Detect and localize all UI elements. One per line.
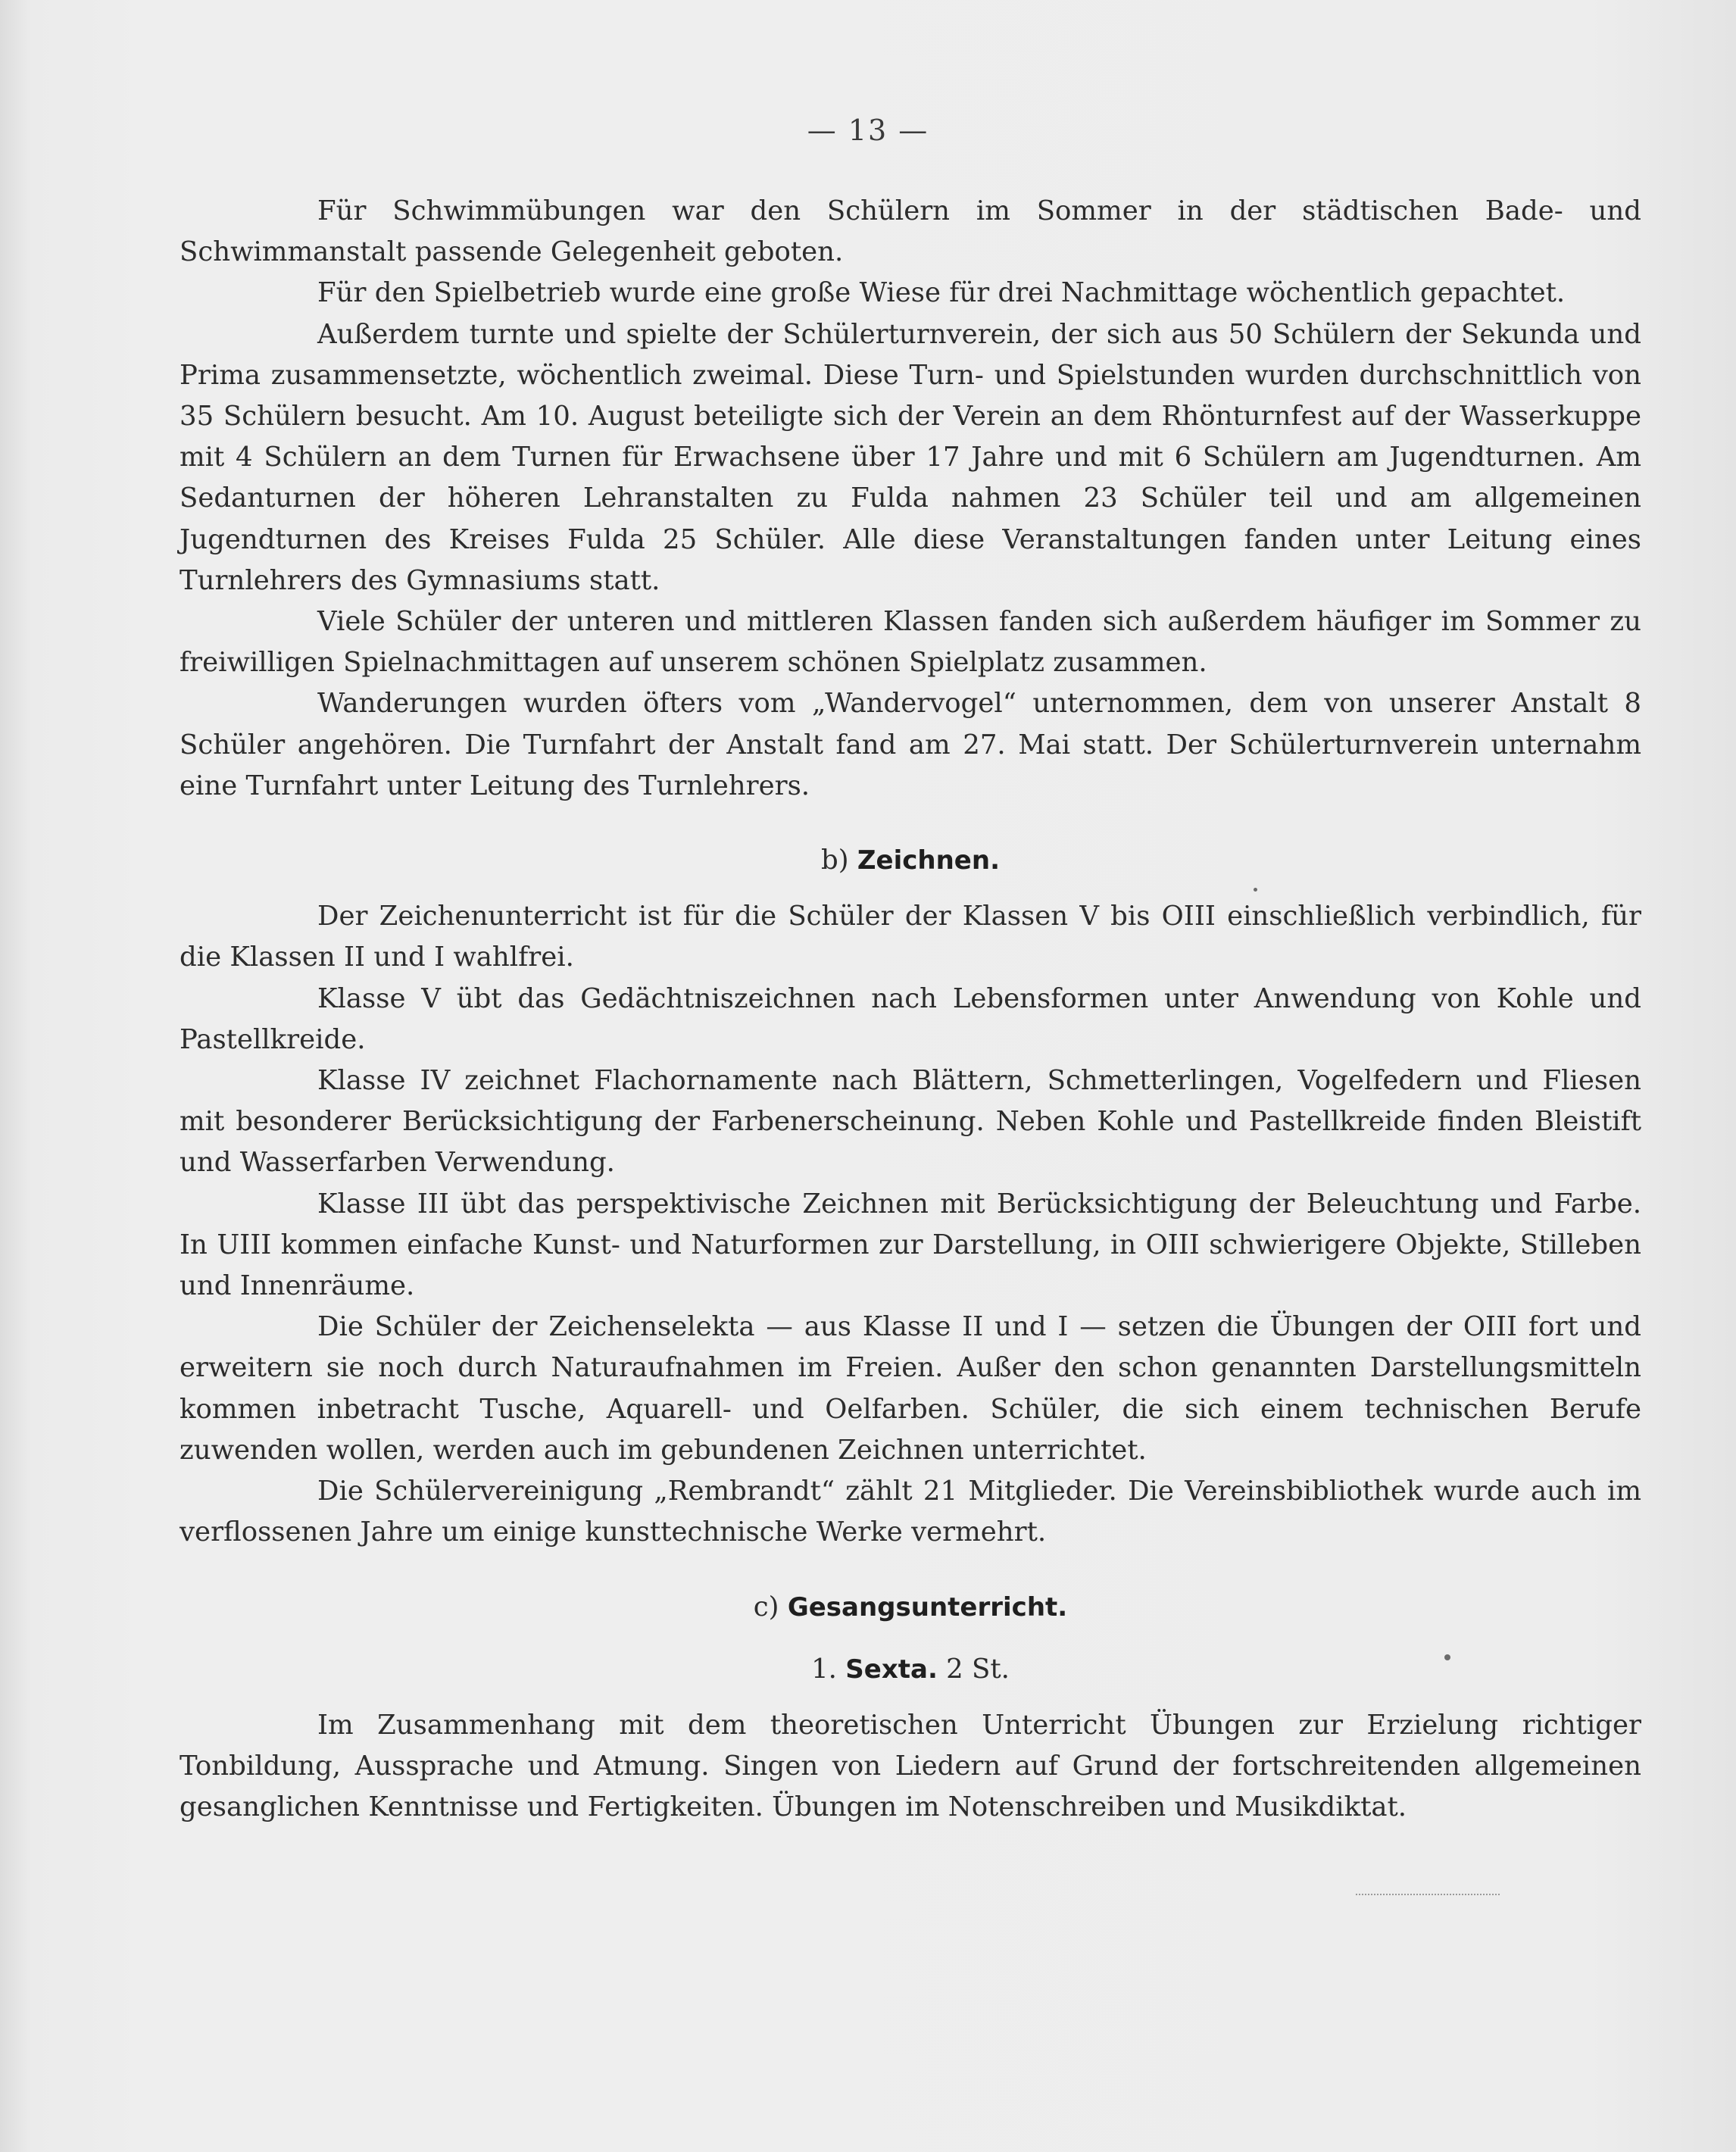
subheading-sexta-title: Sexta.	[845, 1654, 938, 1685]
section-heading-singing-title: Gesangsunterricht.	[787, 1591, 1068, 1623]
section-heading-singing-prefix: c)	[753, 1591, 779, 1623]
page-number: — 13 —	[807, 114, 929, 147]
paragraph-play-afternoons: Viele Schüler der unteren und mittleren Klassen fanden sich außerdem häufiger im Sommer zu freiwilligen Spielnachmittagen auf unserem schönen Spielplatz zusammen.	[180, 606, 1641, 679]
section-heading-drawing-title: Zeichnen.	[857, 845, 1000, 876]
page-body	[180, 191, 1641, 1829]
paragraph-hiking: Wanderungen wurden öfters vom „Wandervogel“ unternommen, dem von unserer Anstalt 8 Schüler angehören. Die Turnfahrt der Anstalt fand am 27. Mai statt. Der Schülerturnverein unternahm eine Turnfahrt unter Leitung des Turnlehrers.	[180, 688, 1641, 801]
paragraph-drawing-intro: Der Zeichenunterricht ist für die Schüler der Klassen V bis OIII einschließlich verbindlich, für die Klassen II und I wahlfrei.	[180, 901, 1641, 973]
subheading-sexta-number: 1.	[811, 1653, 837, 1685]
paragraph-class-v: Klasse V übt das Gedächtniszeichnen nach Lebensformen unter Anwendung von Kohle und Pastellkreide.	[180, 982, 1641, 1055]
paragraph-gymnastics-club: Außerdem turnte und spielte der Schülerturnverein, der sich aus 50 Schülern der Sekunda und Prima zusammensetzte, wöchentlich zweimal. Diese Turn- und Spielstunden wurden durchschnittlich von 35 Schülern besucht. Am 10. August beteiligte sich der Verein an dem Rhönturnfest auf der Wasserkuppe mit 4 Schülern an dem Turnen für Erwachsene über 17 Jahre und mit 6 Schülern am Jugendturnen. Am Sedanturnen der höheren Lehranstalten zu Fulda nahmen 23 Schüler teil und am allgemeinen Jugendturnen des Kreises Fulda 25 Schüler. Alle diese Veranstaltungen fanden unter Leitung eines Turnlehrers des Gymnasiums statt.	[180, 318, 1641, 596]
subheading-sexta-hours: 2 St.	[946, 1653, 1010, 1685]
paragraph-swimming: Für Schwimmübungen war den Schülern im Sommer in der städtischen Bade- und Schwimmanstalt passende Gelegenheit geboten.	[180, 195, 1641, 268]
paragraph-sexta-singing: Im Zusammenhang mit dem theoretischen Unterricht Übungen zur Erzielung richtiger Tonbildung, Aussprache und Atmung. Singen von Liedern auf Grund der fortschreitenden allgemeinen gesanglichen Kenntnisse und Fertigkeiten. Übungen im Notenschreiben und Musikdiktat.	[180, 1709, 1641, 1823]
ink-speck	[1444, 1654, 1450, 1660]
section-heading-drawing	[180, 840, 1641, 881]
paragraph-playing-field: Für den Spielbetrieb wurde eine große Wiese für drei Nachmittage wöchentlich gepachtet.	[317, 277, 1566, 309]
ink-speck	[1254, 888, 1257, 892]
paragraph-class-iii: Klasse III übt das perspektivische Zeichnen mit Berücksichtigung der Beleuchtung und Farbe. In UIII kommen einfache Kunst- und Naturformen zur Darstellung, in OIII schwierigere Objekte, Stilleben und Innenräume.	[180, 1188, 1641, 1302]
paragraph-class-iv: Klasse IV zeichnet Flachornamente nach Blättern, Schmetterlingen, Vogelfedern und Fliesen mit besonderer Berücksichtigung der Farbenerscheinung. Neben Kohle und Pastellkreide finden Bleistift und Wasserfarben Verwendung.	[180, 1065, 1641, 1179]
paragraph-rembrandt-society: Die Schülervereinigung „Rembrandt“ zählt 21 Mitglieder. Die Vereinsbibliothek wurde auch im verflossenen Jahre um einige kunsttechnische Werke vermehrt.	[180, 1476, 1641, 1548]
subheading-sexta	[180, 1649, 1641, 1690]
decorative-dotted-rule	[1356, 1894, 1500, 1895]
paragraph-drawing-selecta: Die Schüler der Zeichenselekta — aus Klasse II und I — setzen die Übungen der OIII fort und erweitern sie noch durch Naturaufnahmen im Freien. Außer den schon genannten Darstellungsmitteln kommen inbetracht Tusche, Aquarell- und Oelfarben. Schüler, die sich einem technischen Berufe zuwenden wollen, werden auch im gebundenen Zeichnen unterrichtet.	[180, 1311, 1641, 1466]
section-heading-singing	[180, 1587, 1641, 1628]
section-heading-drawing-prefix: b)	[821, 845, 849, 876]
